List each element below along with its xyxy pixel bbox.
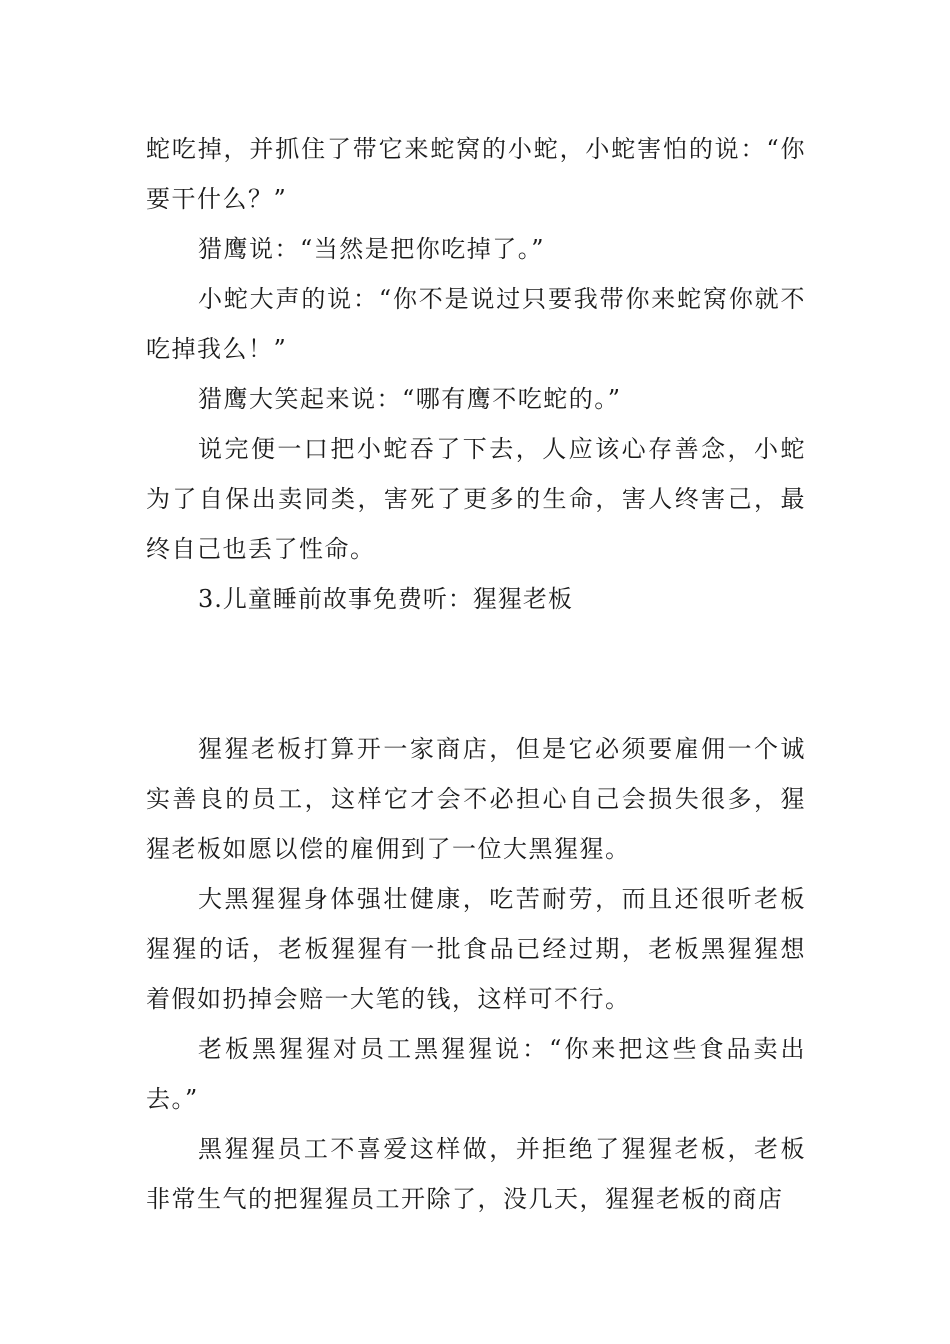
paragraph-employee-refuses: 黑猩猩员工不喜爱这样做，并拒绝了猩猩老板，老板非常生气的把猩猩员工开除了，没几天，猩猩老板的商店 [146, 1135, 806, 1213]
section-gap [146, 624, 806, 724]
paragraph-boss-orders: 老板黑猩猩对员工黑猩猩说：“你来把这些食品卖出去。” [146, 1035, 806, 1113]
paragraph-moral: 说完便一口把小蛇吞了下去，人应该心存善念，小蛇为了自保出卖同类，害死了更多的生命，害人终害己，最终自己也丢了性命。 [146, 435, 806, 563]
document-page [146, 124, 806, 1224]
paragraph-big-chimp: 大黑猩猩身体强壮健康，吃苦耐劳，而且还很听老板猩猩的话，老板猩猩有一批食品已经过期，老板黑猩猩想着假如扔掉会赔一大笔的钱，这样可不行。 [146, 885, 806, 1013]
paragraph-snake-shouts: 小蛇大声的说：“你不是说过只要我带你来蛇窝你就不吃掉我么！” [146, 285, 806, 363]
paragraph-snake-end: 蛇吃掉，并抓住了带它来蛇窝的小蛇，小蛇害怕的说：“你要干什么？” [146, 135, 806, 213]
paragraph-boss-shop: 猩猩老板打算开一家商店，但是它必须要雇佣一个诚实善良的员工，这样它才会不必担心自己会损失很多，猩猩老板如愿以偿的雇佣到了一位大黑猩猩。 [146, 735, 806, 863]
paragraph-eagle-says: 猎鹰说：“当然是把你吃掉了。” [198, 235, 546, 263]
paragraph-eagle-laughs: 猎鹰大笑起来说：“哪有鹰不吃蛇的。” [198, 385, 622, 413]
section-heading: 3.儿童睡前故事免费听：猩猩老板 [198, 585, 573, 613]
